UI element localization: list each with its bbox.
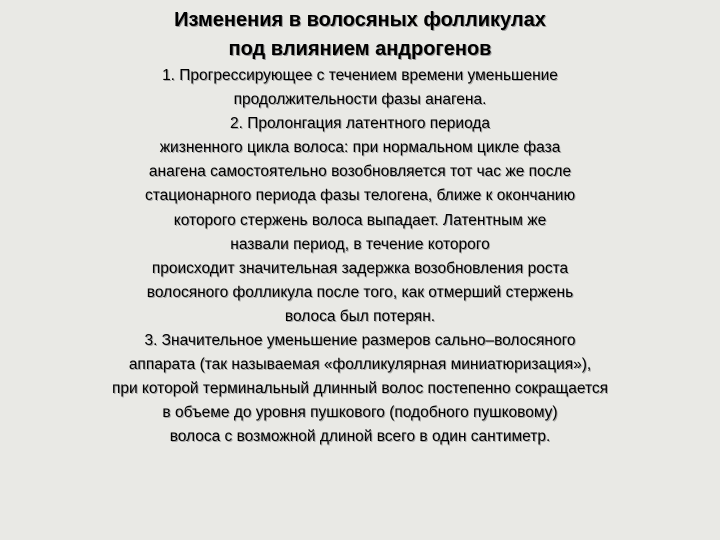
body-line: волоса был потерян. (284, 307, 436, 325)
body-line: в объеме до уровня пушкового (подобного пушковому) (162, 404, 558, 422)
body-line: анагена самостоятельно возобновляется тот час же после (148, 163, 572, 181)
body-line: стационарного периода фазы телогена, ближе к окончанию (144, 187, 576, 205)
title-line: Изменения в волосяных фолликулах (174, 9, 546, 31)
body-line: аппарата (так называемая «фолликулярная миниатюризация»), (128, 356, 592, 374)
body-line: происходит значительная задержка возобновления роста (151, 259, 569, 277)
body-line: 3. Значительное уменьшение размеров сально–волосяного (144, 332, 576, 350)
title-line: под влиянием андрогенов (228, 38, 492, 60)
body-line: назвали период, в течение которого (230, 235, 490, 253)
body-line: жизненного цикла волоса: при нормальном цикле фаза (159, 139, 561, 157)
body-line: волоса с возможной длиной всего в один сантиметр. (169, 428, 551, 446)
body-line: 2. Пролонгация латентного периода (229, 115, 491, 133)
body-line: волосяного фолликула после того, как отмерший стержень (146, 283, 574, 301)
body-line: продолжительности фазы анагена. (233, 91, 487, 109)
body-line: которого стержень волоса выпадает. Латентным же (173, 211, 547, 229)
body-line: 1. Прогрессирующее с течением времени уменьшение (162, 67, 558, 84)
slide-body (0, 64, 720, 450)
body-line: при которой терминальный длинный волос постепенно сокращается (111, 380, 609, 398)
slide-title (0, 6, 720, 64)
